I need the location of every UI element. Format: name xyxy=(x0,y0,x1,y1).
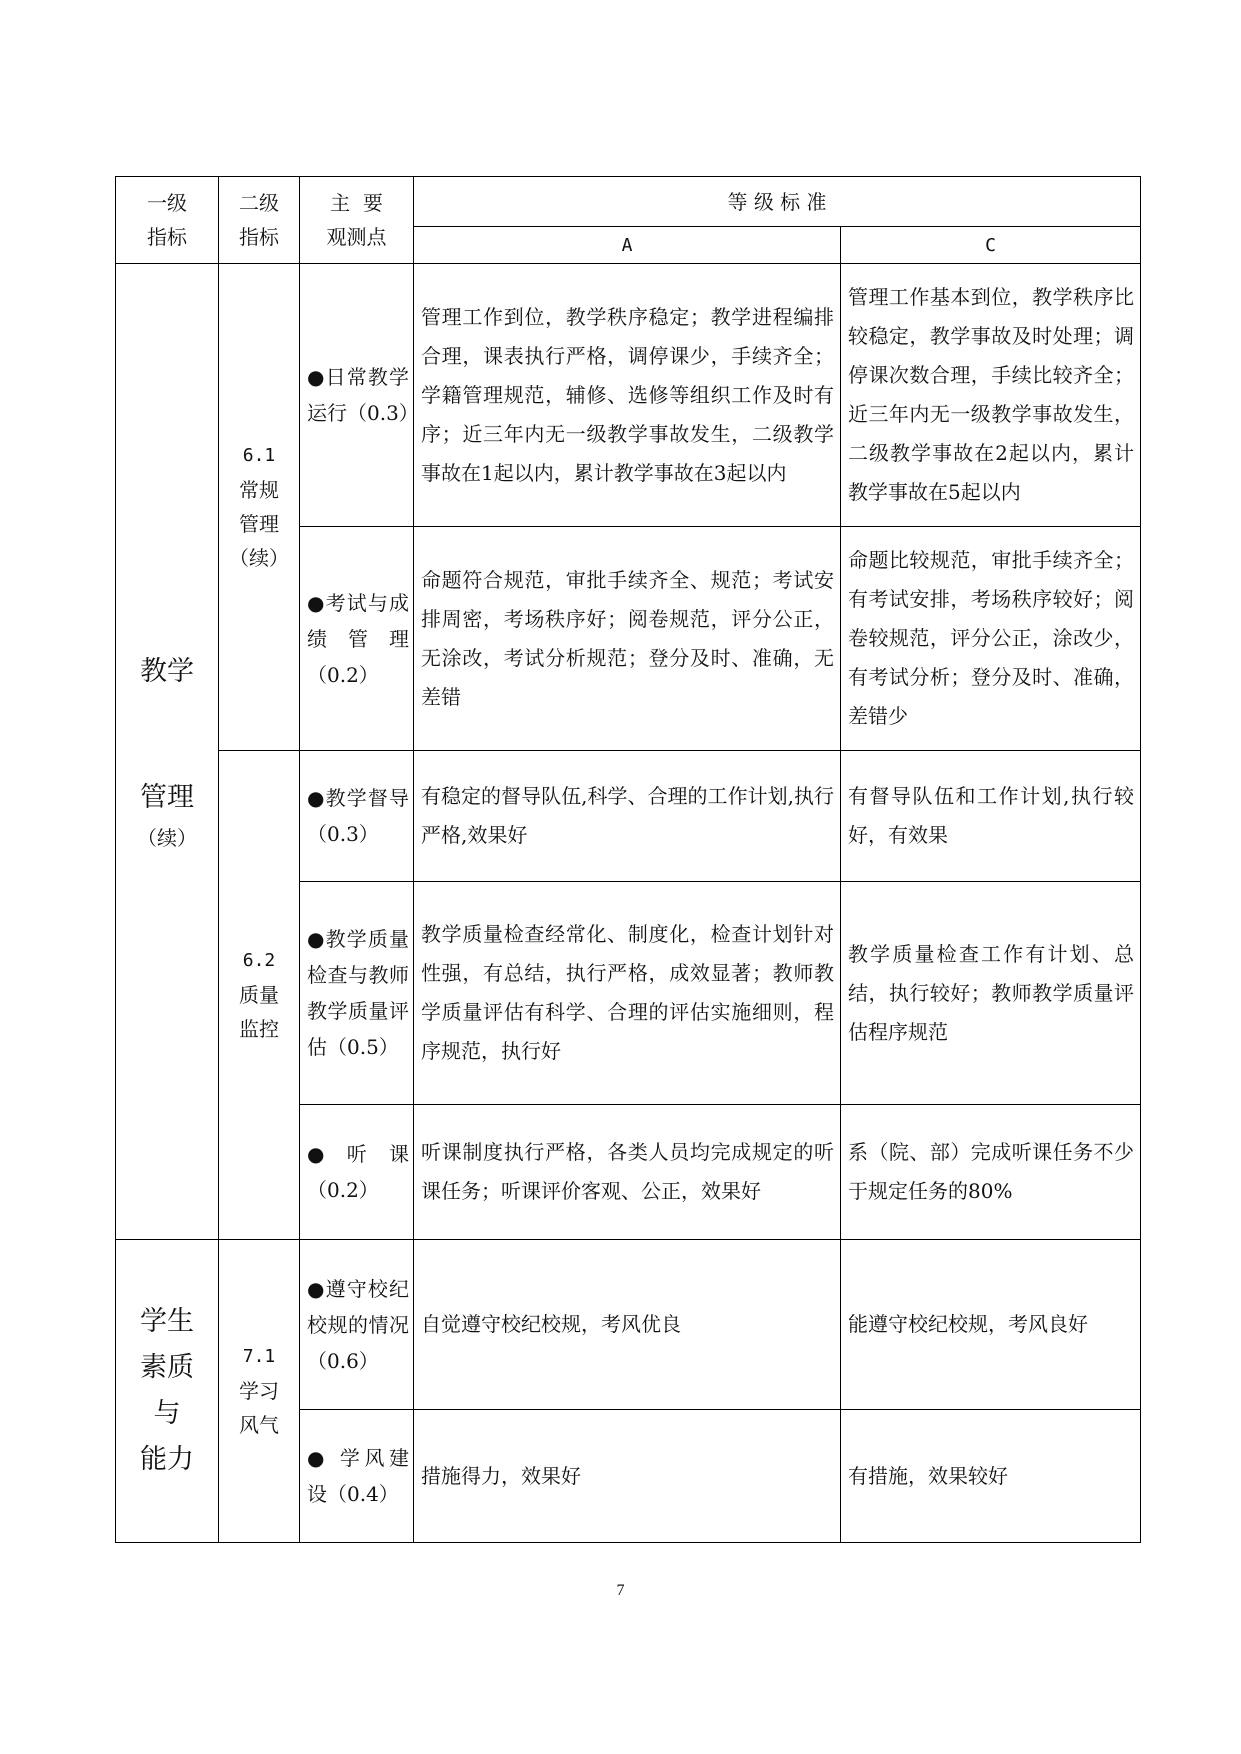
header-observation xyxy=(300,177,414,264)
level1-student-line2: 素质 xyxy=(140,1352,194,1383)
observation-point: ●遵守校纪校规的情况（0.6） xyxy=(300,1240,414,1410)
level2-routine-management xyxy=(219,264,300,751)
standard-c-cell: 能遵守校纪校规，考风良好 xyxy=(841,1240,1141,1410)
level2-6-1-line2: 管理 xyxy=(239,512,279,536)
grade-c-label: C xyxy=(985,235,996,256)
observation-point: ●日常教学运行（0.3） xyxy=(300,264,414,527)
level2-7-1-line1: 学习 xyxy=(239,1379,279,1403)
header-level2 xyxy=(219,177,300,264)
standard-a-cell: 听课制度执行严格，各类人员均完成规定的听课任务；听课评价客观、公正，效果好 xyxy=(414,1105,841,1240)
standard-c-cell: 系（院、部）完成听课任务不少于规定任务的80% xyxy=(841,1105,1141,1240)
grade-a-label: A xyxy=(621,235,633,256)
level2-study-atmosphere xyxy=(219,1240,300,1543)
level1-teaching-management xyxy=(116,264,219,1240)
standard-a-cell: 教学质量检查经常化、制度化，检查计划针对性强，有总结，执行严格，成效显著；教师教学质量评估有科学、合理的评估实施细则，程序规范，执行好 xyxy=(414,882,841,1105)
standard-c-cell: 教学质量检查工作有计划、总结，执行较好；教师教学质量评估程序规范 xyxy=(841,882,1141,1105)
level1-student-line4: 能力 xyxy=(140,1444,194,1475)
level2-6-1-line1: 常规 xyxy=(239,478,279,502)
header-observation-line2: 观测点 xyxy=(326,225,387,249)
level2-6-2-line1: 质量 xyxy=(239,983,279,1007)
standard-c-cell: 有督导队伍和工作计划,执行较好，有效果 xyxy=(841,751,1141,882)
grade-title-text: 等 级 标 准 xyxy=(727,189,827,214)
standard-a-cell: 管理工作到位，教学秩序稳定；教学进程编排合理，课表执行严格，调停课少，手续齐全；学籍管理规范，辅修、选修等组织工作及时有序；近三年内无一级教学事故发生，二级教学事故在1起以内，累计教学事故在3起以内 xyxy=(414,264,841,527)
level2-quality-monitoring xyxy=(219,751,300,1240)
level1-student-line3: 与 xyxy=(153,1398,181,1429)
header-level1 xyxy=(116,177,219,264)
standard-c-cell: 管理工作基本到位，教学秩序比较稳定，教学事故及时处理；调停课次数合理，手续比较齐全；近三年内无一级教学事故发生，二级教学事故在2起以内，累计教学事故在5起以内 xyxy=(841,264,1141,527)
header-grade-a xyxy=(414,227,841,264)
level2-6-1-number: 6.1 xyxy=(242,445,276,466)
standard-a-cell: 有稳定的督导队伍,科学、合理的工作计划,执行严格,效果好 xyxy=(414,751,841,882)
level2-6-2-number: 6.2 xyxy=(242,950,276,971)
observation-point: ●教学督导（0.3） xyxy=(300,751,414,882)
page-number: 7 xyxy=(616,1582,625,1599)
level2-6-2-line2: 监控 xyxy=(239,1017,279,1041)
level1-student-quality xyxy=(116,1240,219,1543)
header-level1-line1: 一级 xyxy=(147,191,187,215)
level1-teaching-line2: 管理 xyxy=(140,781,194,813)
level1-teaching-cont: （续） xyxy=(137,825,197,850)
header-grade-c xyxy=(841,227,1141,264)
observation-point: ●听课（0.2） xyxy=(300,1105,414,1240)
level1-teaching-line1: 教学 xyxy=(140,655,194,687)
level1-student-line1: 学生 xyxy=(140,1306,194,1337)
evaluation-standards-table xyxy=(115,176,1141,1543)
standard-a-cell: 自觉遵守校纪校规，考风优良 xyxy=(414,1240,841,1410)
standard-c-cell: 命题比较规范，审批手续齐全；有考试安排，考场秩序较好；阅卷较规范，评分公正，涂改少，有考试分析；登分及时、准确，差错少 xyxy=(841,527,1141,751)
observation-point: ●教学质量检查与教师教学质量评估（0.5） xyxy=(300,882,414,1105)
header-grade-title xyxy=(414,177,1141,227)
standard-a-cell: 措施得力，效果好 xyxy=(414,1410,841,1543)
observation-point: ● 学风建设（0.4） xyxy=(300,1410,414,1543)
header-level1-line2: 指标 xyxy=(147,225,187,249)
level2-6-1-line3: （续） xyxy=(229,546,289,570)
header-observation-line1: 主 要 xyxy=(330,191,383,215)
standard-a-cell: 命题符合规范，审批手续齐全、规范；考试安排周密，考场秩序好；阅卷规范，评分公正，无涂改，考试分析规范；登分及时、准确，无差错 xyxy=(414,527,841,751)
level2-7-1-line2: 风气 xyxy=(239,1413,279,1437)
observation-point: ●考试与成绩管理（0.2） xyxy=(300,527,414,751)
header-level2-line2: 指标 xyxy=(239,225,279,249)
standard-c-cell: 有措施，效果较好 xyxy=(841,1410,1141,1543)
level2-7-1-number: 7.1 xyxy=(242,1346,276,1367)
header-level2-line1: 二级 xyxy=(239,191,279,215)
